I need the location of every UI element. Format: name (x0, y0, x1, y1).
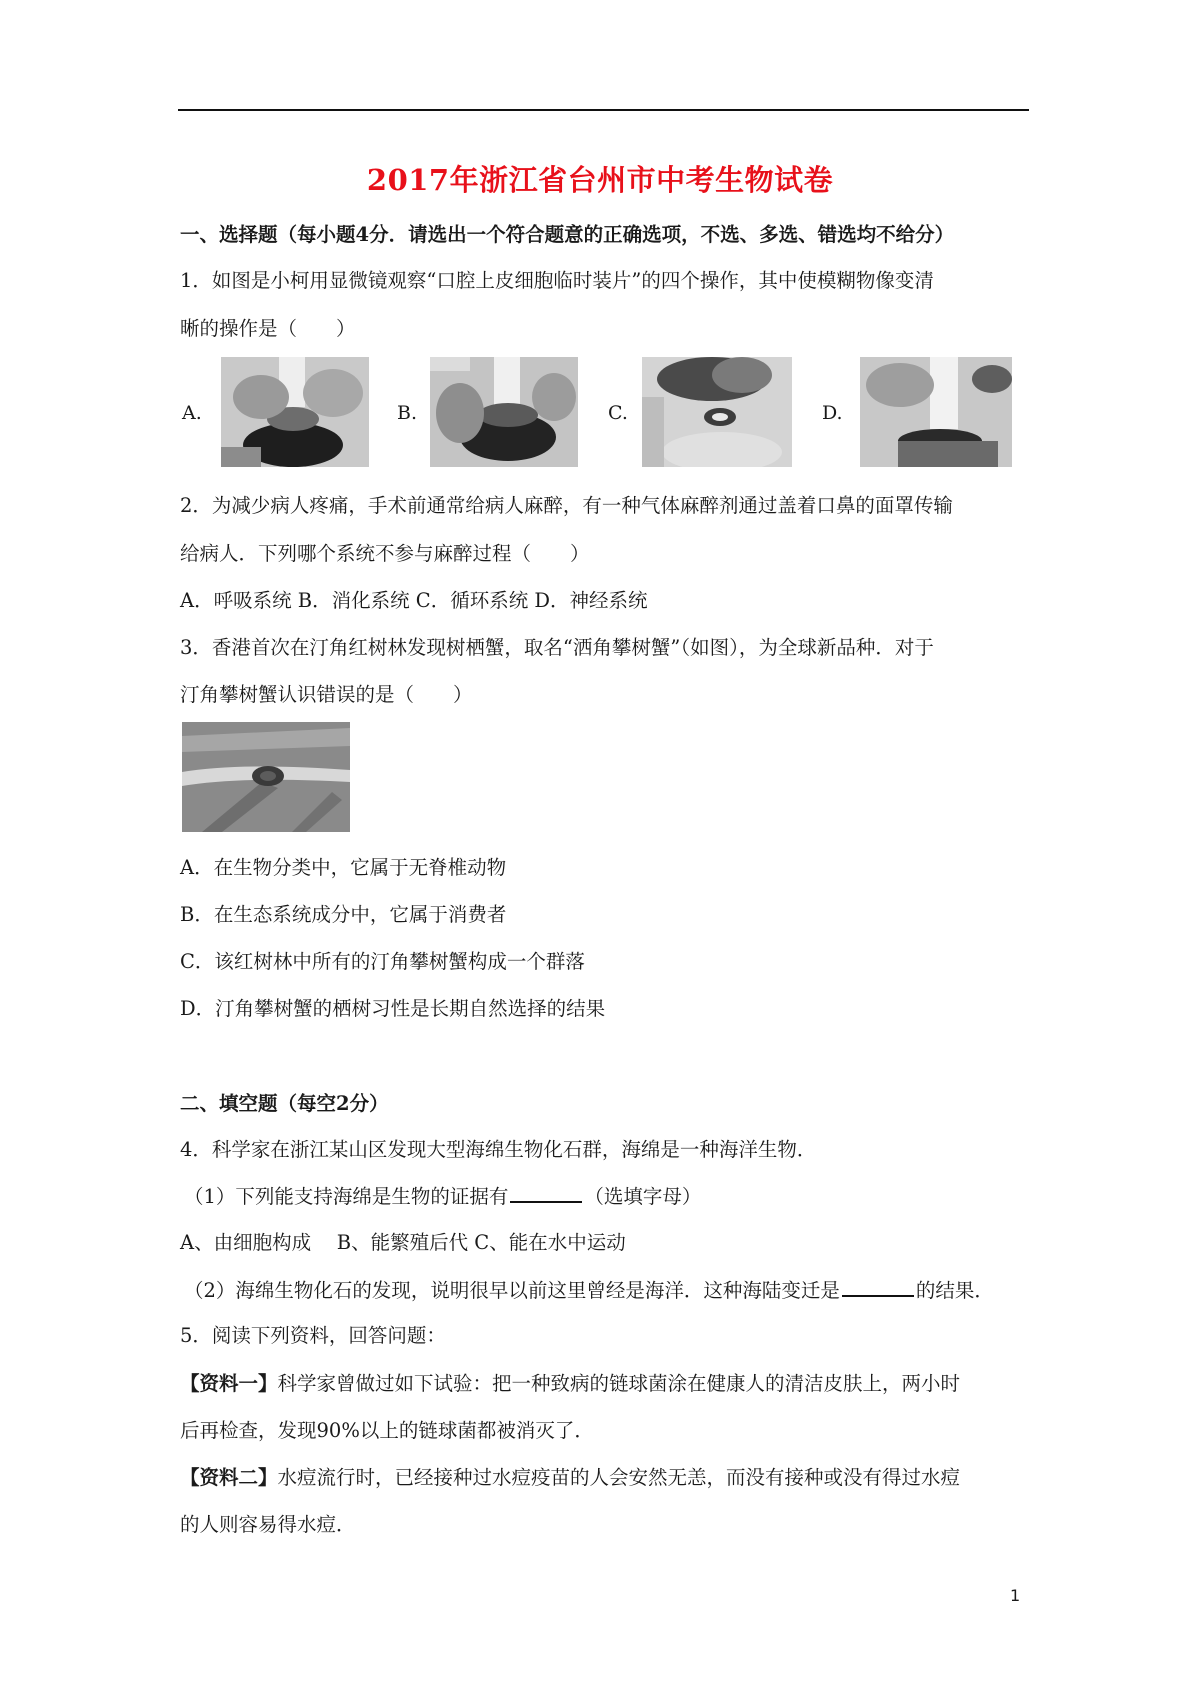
q5-material-2-text: 水痘流行时，已经接种过水痘疫苗的人会安然无恙，而没有接种或没有得过水痘 (277, 1466, 961, 1489)
q4-part-1-text: （1）下列能支持海绵是生物的证据有 (184, 1185, 509, 1208)
q1-option-b-label: B. (397, 402, 418, 424)
q4-part-1-suffix: （选填字母） (584, 1185, 702, 1208)
q3-option-b: B．在生态系统成分中，它属于消费者 (180, 903, 507, 926)
q5-material-1-text: 科学家曾做过如下试验：把一种致病的链球菌涂在健康人的清洁皮肤上，两小时 (277, 1372, 961, 1395)
header-rule (178, 109, 1029, 111)
q1-line-2: 晰的操作是（ ） (180, 317, 356, 340)
q4-part-1-options: A、由细胞构成 B、能繁殖后代 C、能在水中运动 (180, 1231, 626, 1254)
q3-option-c: C．该红树林中所有的汀角攀树蟹构成一个群落 (180, 950, 585, 973)
q2-line-2: 给病人．下列哪个系统不参与麻醉过程（ ） (180, 542, 590, 565)
page-number: 1 (1010, 1586, 1021, 1605)
q1-option-a-label: A. (182, 402, 202, 424)
q4-part-2 (184, 1277, 994, 1304)
q5-material-2-line-2: 的人则容易得水痘． (180, 1513, 356, 1536)
q1-line-1: 1．如图是小柯用显微镜观察“口腔上皮细胞临时装片”的四个操作，其中使模糊物像变清 (180, 269, 934, 292)
q3-option-a: A．在生物分类中，它属于无脊椎动物 (180, 856, 507, 879)
q3-line-1: 3．香港首次在汀角红树林发现树栖蟹，取名“洒角攀树蟹”（如图），为全球新品种．对于 (180, 636, 934, 659)
q3-option-d: D．汀角攀树蟹的栖树习性是长期自然选择的结果 (180, 997, 606, 1020)
section-1-heading: 一、选择题（每小题4分．请选出一个符合题意的正确选项，不选、多选、错选均不给分） (180, 223, 955, 246)
section-2-heading: 二、填空题（每空2分） (180, 1092, 389, 1115)
q2-line-1: 2．为减少病人疼痛，手术前通常给病人麻醉，有一种气体麻醉剂通过盖着口鼻的面罩传输 (180, 494, 953, 517)
q1-option-b-photo (430, 357, 578, 467)
q5-material-1-line-2: 后再检查，发现90%以上的链球菌都被消灭了． (180, 1419, 594, 1442)
q5-material-1-label: 【资料一】 (180, 1372, 278, 1395)
q4-stem: 4．科学家在浙江某山区发现大型海绵生物化石群，海绵是一种海洋生物． (180, 1138, 817, 1161)
page-title: 2017年浙江省台州市中考生物试卷 (366, 163, 834, 197)
q1-option-a-photo (221, 357, 369, 467)
q3-line-2: 汀角攀树蟹认识错误的是（ ） (180, 683, 473, 706)
q5-stem: 5．阅读下列资料，回答问题： (180, 1324, 446, 1347)
q4-part-1 (184, 1183, 701, 1210)
q1-option-c-label: C. (608, 402, 628, 424)
q1-option-d-label: D. (822, 402, 843, 424)
q2-options: A．呼吸系统 B．消化系统 C．循环系统 D．神经系统 (180, 589, 648, 612)
q5-material-1-line-1 (180, 1371, 960, 1397)
q5-material-2-label: 【资料二】 (180, 1466, 278, 1489)
q3-crab-photo (182, 722, 350, 832)
q1-option-c-photo (642, 357, 792, 467)
q5-material-2-line-1 (180, 1465, 960, 1491)
q4-part-2-blank[interactable] (842, 1277, 914, 1297)
q4-part-2-suffix: 的结果． (915, 1279, 994, 1302)
q4-part-1-blank[interactable] (510, 1183, 582, 1203)
q4-part-2-text: （2）海绵生物化石的发现，说明很早以前这里曾经是海洋．这种海陆变迁是 (184, 1279, 840, 1302)
q1-option-d-photo (860, 357, 1012, 467)
